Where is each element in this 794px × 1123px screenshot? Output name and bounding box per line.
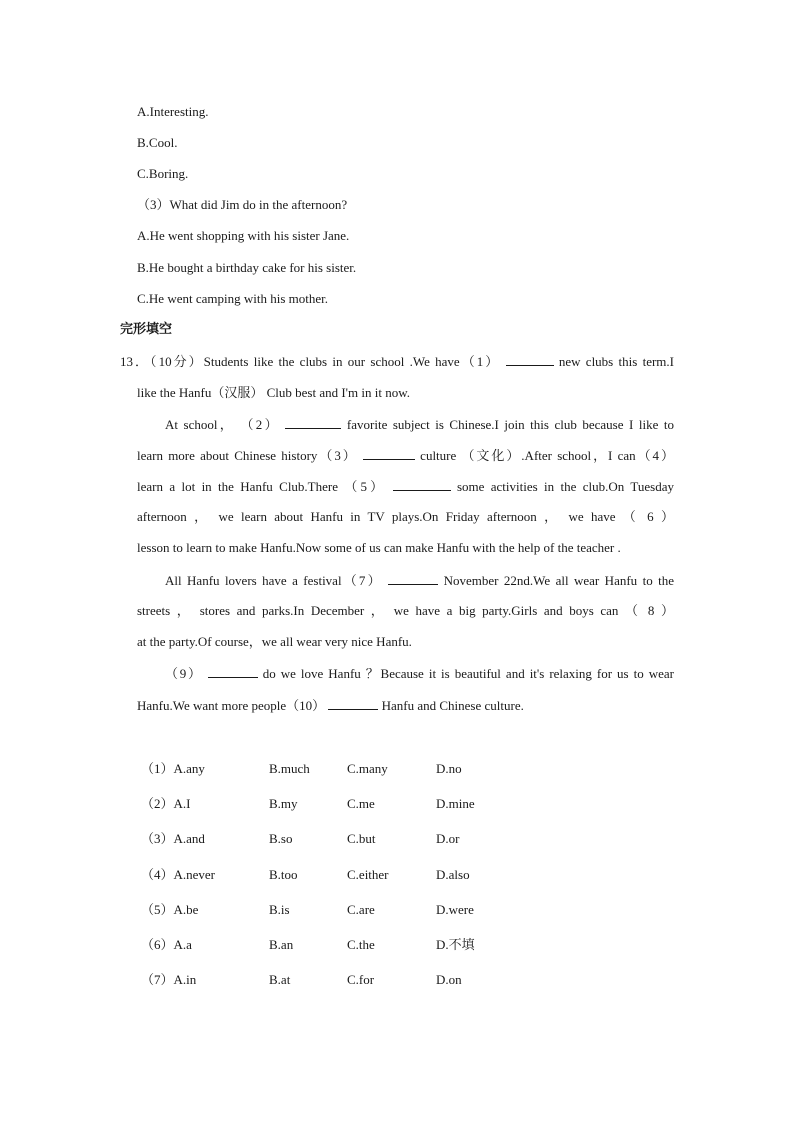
choice-d-3: D.or xyxy=(436,831,460,846)
passage-text: 13．（10分）Students like the clubs in our school .We have（1） xyxy=(120,354,501,369)
choice-d-5: D.were xyxy=(436,902,474,917)
choice-d-2: D.mine xyxy=(436,796,475,811)
option-cake: B.He bought a birthday cake for his sister. xyxy=(137,260,357,275)
passage-line xyxy=(137,447,674,464)
passage-line xyxy=(165,416,674,433)
choice-b-7: B.at xyxy=(269,972,291,987)
passage-text: All Hanfu lovers have a festival（7） xyxy=(165,573,383,588)
passage-text: learn a lot in the Hanfu Club.There （5） xyxy=(137,479,387,494)
choice-a-6: （6）A.a xyxy=(141,937,192,952)
choice-d-4: D.also xyxy=(436,867,470,882)
choice-c-2: C.me xyxy=(347,796,375,811)
option-camping: C.He went camping with his mother. xyxy=(137,291,329,306)
choice-b-3: B.so xyxy=(269,831,293,846)
blank-7 xyxy=(388,572,438,585)
choice-b-5: B.is xyxy=(269,902,290,917)
passage-text: culture （文化）.After school，I can（4） xyxy=(420,448,675,463)
choice-b-6: B.an xyxy=(269,937,294,952)
passage-line: at the party.Of course，we all wear very nice Hanfu. xyxy=(137,634,412,649)
choice-a-1: （1）A.any xyxy=(141,761,205,776)
option-boring: C.Boring. xyxy=(137,166,189,181)
choice-b-4: B.too xyxy=(269,867,298,882)
choice-d-6: D.不填 xyxy=(436,937,475,952)
choice-c-7: C.for xyxy=(347,972,375,987)
choice-c-1: C.many xyxy=(347,761,388,776)
blank-5 xyxy=(393,478,451,491)
section-title: 完形填空 xyxy=(120,322,173,337)
passage-line: lesson to learn to make Hanfu.Now some of us can make Hanfu with the help of the teacher . xyxy=(137,540,621,555)
passage-text: do we love Hanfu ？Because it is beautiful and it's relaxing for us to wear xyxy=(262,666,674,681)
passage-text: At school， （2） xyxy=(165,417,280,432)
blank-10 xyxy=(328,697,378,710)
choice-a-4: （4）A.never xyxy=(141,867,216,882)
option-cool: B.Cool. xyxy=(137,135,178,150)
choice-a-7: （7）A.in xyxy=(141,972,197,987)
passage-text: Hanfu.We want more people（10） xyxy=(137,698,326,713)
passage-line xyxy=(165,665,674,682)
choice-c-3: C.but xyxy=(347,831,376,846)
passage-text: （9） xyxy=(165,666,203,681)
blank-2 xyxy=(285,416,341,429)
passage-line xyxy=(137,478,674,495)
choice-c-4: C.either xyxy=(347,867,389,882)
passage-text: learn more about Chinese history（3） xyxy=(137,448,358,463)
choice-d-1: D.no xyxy=(436,761,462,776)
passage-text: Hanfu and Chinese culture. xyxy=(381,698,524,713)
choice-a-5: （5）A.be xyxy=(141,902,199,917)
passage-line xyxy=(120,353,674,370)
choice-a-2: （2）A.I xyxy=(141,796,191,811)
choice-b-1: B.much xyxy=(269,761,310,776)
passage-text: new clubs this term.I xyxy=(558,354,674,369)
question-3: （3）What did Jim do in the afternoon? xyxy=(137,197,348,212)
choice-c-6: C.the xyxy=(347,937,375,952)
option-shopping: A.He went shopping with his sister Jane. xyxy=(137,228,350,243)
passage-line: afternoon ， we learn about Hanfu in TV plays.On Friday afternoon ， we have （ 6 ） xyxy=(137,509,674,524)
choice-c-5: C.are xyxy=(347,902,375,917)
blank-9 xyxy=(208,665,258,678)
passage-text: November 22nd.We all wear Hanfu to the xyxy=(443,573,675,588)
choice-d-7: D.on xyxy=(436,972,462,987)
blank-1 xyxy=(506,353,554,366)
option-interesting: A.Interesting. xyxy=(137,104,209,119)
passage-line xyxy=(137,697,524,714)
passage-text: some activities in the club.On Tuesday xyxy=(456,479,675,494)
blank-3 xyxy=(363,447,415,460)
passage-line xyxy=(165,572,674,589)
passage-text: favorite subject is Chinese.I join this club because I like to xyxy=(346,417,674,432)
passage-line: like the Hanfu（汉服） Club best and I'm in it now. xyxy=(137,385,411,400)
choice-a-3: （3）A.and xyxy=(141,831,205,846)
choice-b-2: B.my xyxy=(269,796,298,811)
passage-line: streets ， stores and parks.In December ， we have a big party.Girls and boys can （ 8 ） xyxy=(137,603,674,618)
